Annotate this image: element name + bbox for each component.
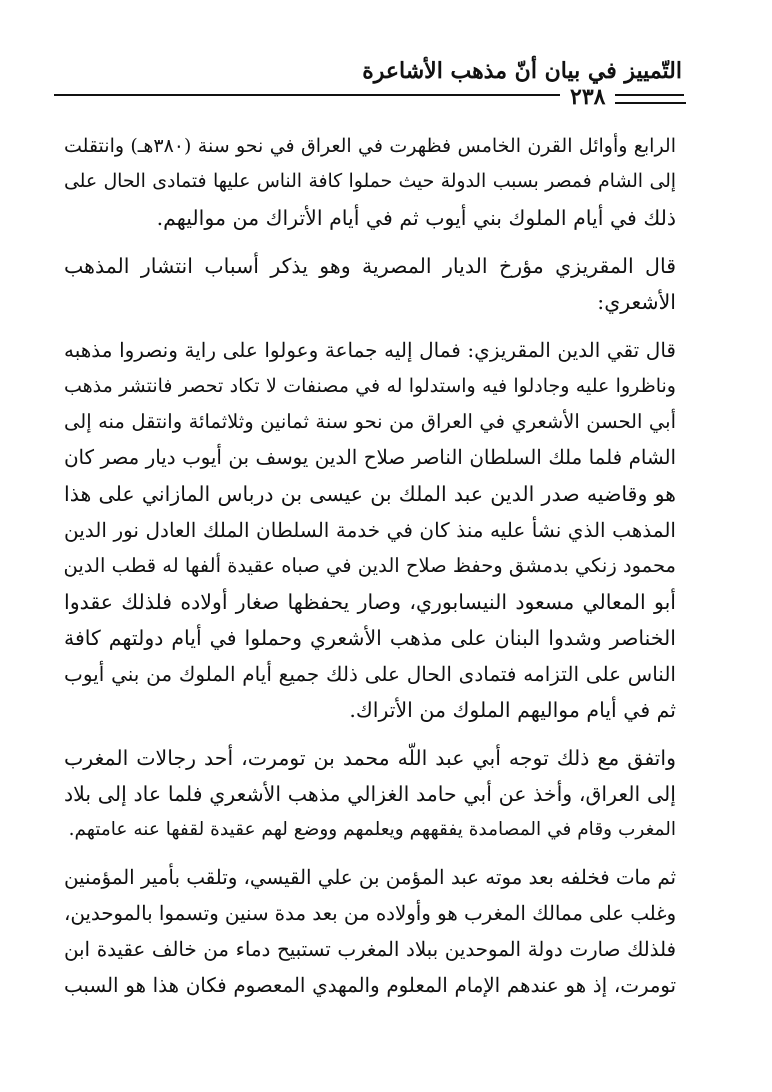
text-line: وناظروا عليه وجادلوا فيه واستدلوا له في مصنفات لا تكاد تحصر فانتشر مذهب	[64, 375, 676, 397]
page-number: ٢٣٨	[560, 84, 615, 110]
text-line: تومرت، إذ هو عندهم الإمام المعلوم والمهدي المعصوم فكان هذا هو السبب	[64, 974, 676, 997]
text-line: ذلك في أيام الملوك بني أيوب ثم في أيام الأتراك من مواليهم.	[156, 206, 676, 230]
text-line: واتفق مع ذلك توجه أبي عبد اللّه محمد بن تومرت، أحد رجالات المغرب	[64, 746, 676, 770]
text-line: المذهب الذي نشأ عليه منذ كان في خدمة السلطان الملك العادل نور الدين	[64, 518, 676, 542]
text-line: ثم مات فخلفه بعد موته عبد المؤمن بن علي القيسي، وتلقب بأمير المؤمنين	[64, 866, 676, 889]
text-line: الرابع وأوائل القرن الخامس فظهرت في العراق في نحو سنة (٣٨٠هـ) وانتقلت	[64, 135, 676, 157]
text-line: فلذلك صارت دولة الموحدين ببلاد المغرب تستبيح دماء من خالف عقيدة ابن	[64, 938, 676, 961]
paragraph	[64, 248, 676, 320]
paragraph	[64, 860, 676, 1004]
text-line: إلى الشام فمصر بسبب الدولة حيث حملوا كافة الناس عليها فتمادى الحال على	[64, 171, 676, 192]
paragraph	[64, 128, 676, 236]
text-line: المغرب وقام في المصامدة يفقههم ويعلمهم ووضع لهم عقيدة لقفها عنه عامتهم.	[68, 819, 676, 840]
running-title: التّمييز في بيان أنّ مذهب الأشاعرة	[362, 58, 682, 84]
text-line: ثم في أيام مواليهم الملوك من الأتراك.	[349, 698, 676, 722]
text-line: الخناصر وشدوا البنان على مذهب الأشعري وحملوا في أيام دولتهم كافة	[64, 626, 676, 650]
text-line: وغلب على ممالك المغرب هو وأولاده من بعد مدة سنين وتسموا بالموحدين،	[63, 902, 676, 925]
body-text	[64, 128, 676, 1016]
text-line: أبو المعالي مسعود النيسابوري، وصار يحفظها صغار أولاده فلذلك عقدوا	[64, 590, 676, 614]
paragraph	[64, 740, 676, 848]
text-line: قال تقي الدين المقريزي: فمال إليه جماعة وعولوا على راية ونصروا مذهبه	[64, 338, 676, 362]
text-line: الناس على التزامه فتمادى الحال على ذلك جميع أيام الملوك من بني أيوب	[64, 662, 676, 686]
page-number-rule	[612, 102, 686, 104]
paragraph	[64, 332, 676, 728]
text-line: الأشعري:	[597, 290, 676, 314]
text-line: هو وقاضيه صدر الدين عبد الملك بن عيسى بن درباس المازاني على هذا	[64, 482, 676, 506]
text-line: محمود زنكي بدمشق وحفظ صلاح الدين في صباه عقيدة ألفها له قطب الدين	[63, 554, 676, 577]
text-line: إلى العراق، وأخذ عن أبي حامد الغزالي مذهب الأشعري فلما عاد إلى بلاد	[64, 782, 676, 806]
text-line: قال المقريزي مؤرخ الديار المصرية وهو يذكر أسباب انتشار المذهب	[64, 254, 676, 278]
text-line: الشام فلما ملك السلطان الناصر صلاح الدين يوسف بن أيوب ديار مصر كان	[64, 446, 676, 469]
text-line: أبي الحسن الأشعري في العراق من نحو سنة ثمانين وثلاثمائة وانتقل منه إلى	[64, 410, 676, 433]
